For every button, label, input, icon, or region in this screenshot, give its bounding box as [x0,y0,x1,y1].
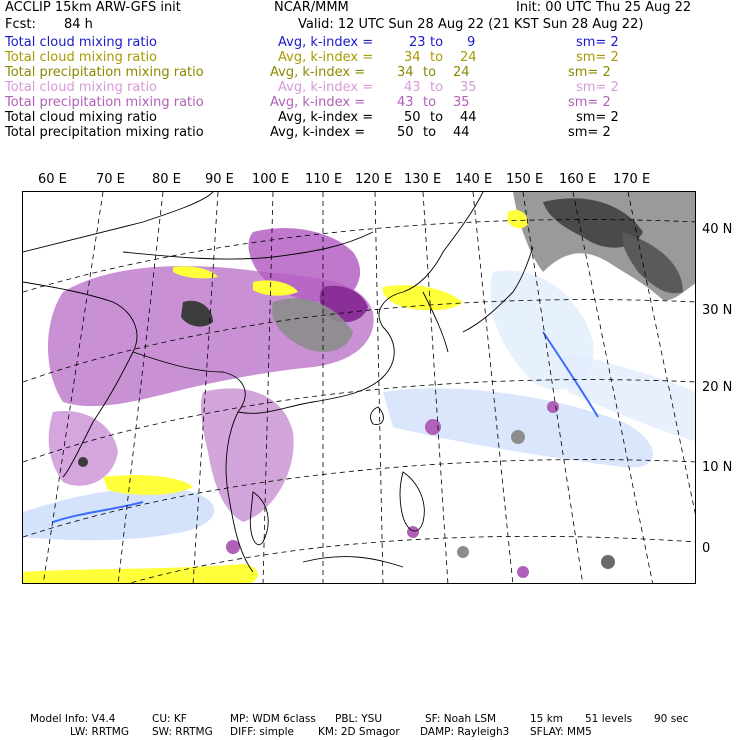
legend-k2: 24 [453,65,470,80]
footer-pbl: PBL: YSU [335,713,383,725]
legend-k1: 43 [397,95,414,110]
legend-sm: sm= 2 [576,50,619,65]
legend-k2: 35 [460,80,477,95]
footer-model-info: Model Info: V4.4 [30,713,116,725]
lat-label: 0 [702,541,711,556]
legend-row [5,50,735,65]
legend-sm: sm= 2 [576,35,619,50]
cloud-light-blue-area [23,488,214,540]
footer-sf: SF: Noah LSM [425,713,497,725]
lat-label: 40 N [702,222,733,237]
valid-time: Valid: 12 UTC Sun 28 Aug 22 (21 KST Sun 28 Aug 22) [298,17,644,32]
legend-avg: Avg, k-index = [278,110,374,125]
legend-to: to [423,65,437,80]
legend-row [5,110,735,125]
legend-field: Total cloud mixing ratio [5,35,158,50]
convection-cell [457,546,469,558]
legend-sm: sm= 2 [568,125,611,140]
lat-label: 10 N [702,460,733,475]
coastline [371,407,384,425]
footer-timestep: 90 sec [654,713,689,725]
institution-label: NCAR/MMM [274,0,349,15]
legend-avg: Avg, k-index = [278,80,374,95]
convection-cell [601,555,615,569]
footer-diff: DIFF: simple [230,726,294,738]
lon-label: 120 E [355,172,393,187]
lon-label: 160 E [559,172,597,187]
meridian-line [375,192,383,584]
lon-label: 130 E [404,172,442,187]
legend-field: Total precipitation mixing ratio [5,95,204,110]
footer-sflay: SFLAY: MM5 [530,726,592,738]
legend-k1: 50 [397,125,414,140]
map-canvas [23,192,696,584]
legend-field: Total precipitation mixing ratio [5,65,204,80]
legend-k1: 43 [404,80,421,95]
lat-label: 30 N [702,303,733,318]
legend-row [5,80,735,95]
legend-k1: 23 [409,35,426,50]
lon-label: 140 E [455,172,493,187]
legend-field: Total cloud mixing ratio [5,80,158,95]
footer-levels: 51 levels [585,713,633,725]
coastline [303,557,403,567]
convection-cell [425,419,441,435]
cloud-yellow-area [23,564,258,584]
legend-k2: 44 [453,125,470,140]
legend-sm: sm= 2 [568,65,611,80]
lon-label: 100 E [252,172,290,187]
footer-cu: CU: KF [152,713,187,725]
footer-sw: SW: RRTMG [152,726,213,738]
legend-avg: Avg, k-index = [270,65,366,80]
coastline [400,472,424,531]
meridian-line [193,192,218,584]
coastline [23,192,213,252]
legend-avg: Avg, k-index = [278,50,374,65]
legend-row [5,125,735,140]
forecast-hours: 84 h [64,17,93,32]
lon-label: 170 E [613,172,651,187]
legend-avg: Avg, k-index = [270,95,366,110]
legend-k1: 34 [404,50,421,65]
legend-sm: sm= 2 [568,95,611,110]
legend-row [5,65,735,80]
legend-sm: sm= 2 [576,110,619,125]
legend-k2: 24 [460,50,477,65]
lon-label: 80 E [152,172,181,187]
legend-to: to [430,35,444,50]
lon-label: 70 E [96,172,125,187]
legend-field: Total cloud mixing ratio [5,110,158,125]
precip-purple-area [49,411,118,486]
precip-purple-area [201,388,294,522]
cloud-yellow-area [383,285,463,310]
forecast-label: Fcst: [5,17,36,32]
cloud-fields [23,192,696,584]
footer-damp: DAMP: Rayleigh3 [420,726,510,738]
legend-to: to [430,80,444,95]
meridian-line [473,192,513,584]
legend-field: Total precipitation mixing ratio [5,125,204,140]
legend-field: Total cloud mixing ratio [5,50,158,65]
convection-cell [517,566,529,578]
convection-cell [226,540,240,554]
lon-label: 110 E [305,172,343,187]
footer-km: KM: 2D Smagor [318,726,400,738]
forecast-map [22,191,696,584]
legend-row [5,95,735,110]
legend-to: to [430,110,444,125]
legend-k2: 9 [467,35,476,50]
legend-to: to [423,125,437,140]
legend-k1: 34 [397,65,414,80]
legend-k2: 35 [453,95,470,110]
init-time: Init: 00 UTC Thu 25 Aug 22 [516,0,692,15]
legend-avg: Avg, k-index = [270,125,366,140]
legend-sm: sm= 2 [576,80,619,95]
legend-k2: 44 [460,110,477,125]
footer-lw: LW: RRTMG [70,726,129,738]
legend-avg: Avg, k-index = [278,35,374,50]
legend-row [5,35,735,50]
lat-label: 20 N [702,380,733,395]
convection-cell [78,457,88,467]
legend-k1: 50 [404,110,421,125]
model-title: ACCLIP 15km ARW-GFS init [5,0,181,15]
legend-to: to [430,50,444,65]
footer-mp: MP: WDM 6class [230,713,316,725]
lon-label: 60 E [38,172,67,187]
lon-label: 150 E [506,172,544,187]
lon-label: 90 E [205,172,234,187]
footer-resolution: 15 km [530,713,564,725]
convection-cell [547,401,559,413]
legend-to: to [423,95,437,110]
convection-cell [511,430,525,444]
